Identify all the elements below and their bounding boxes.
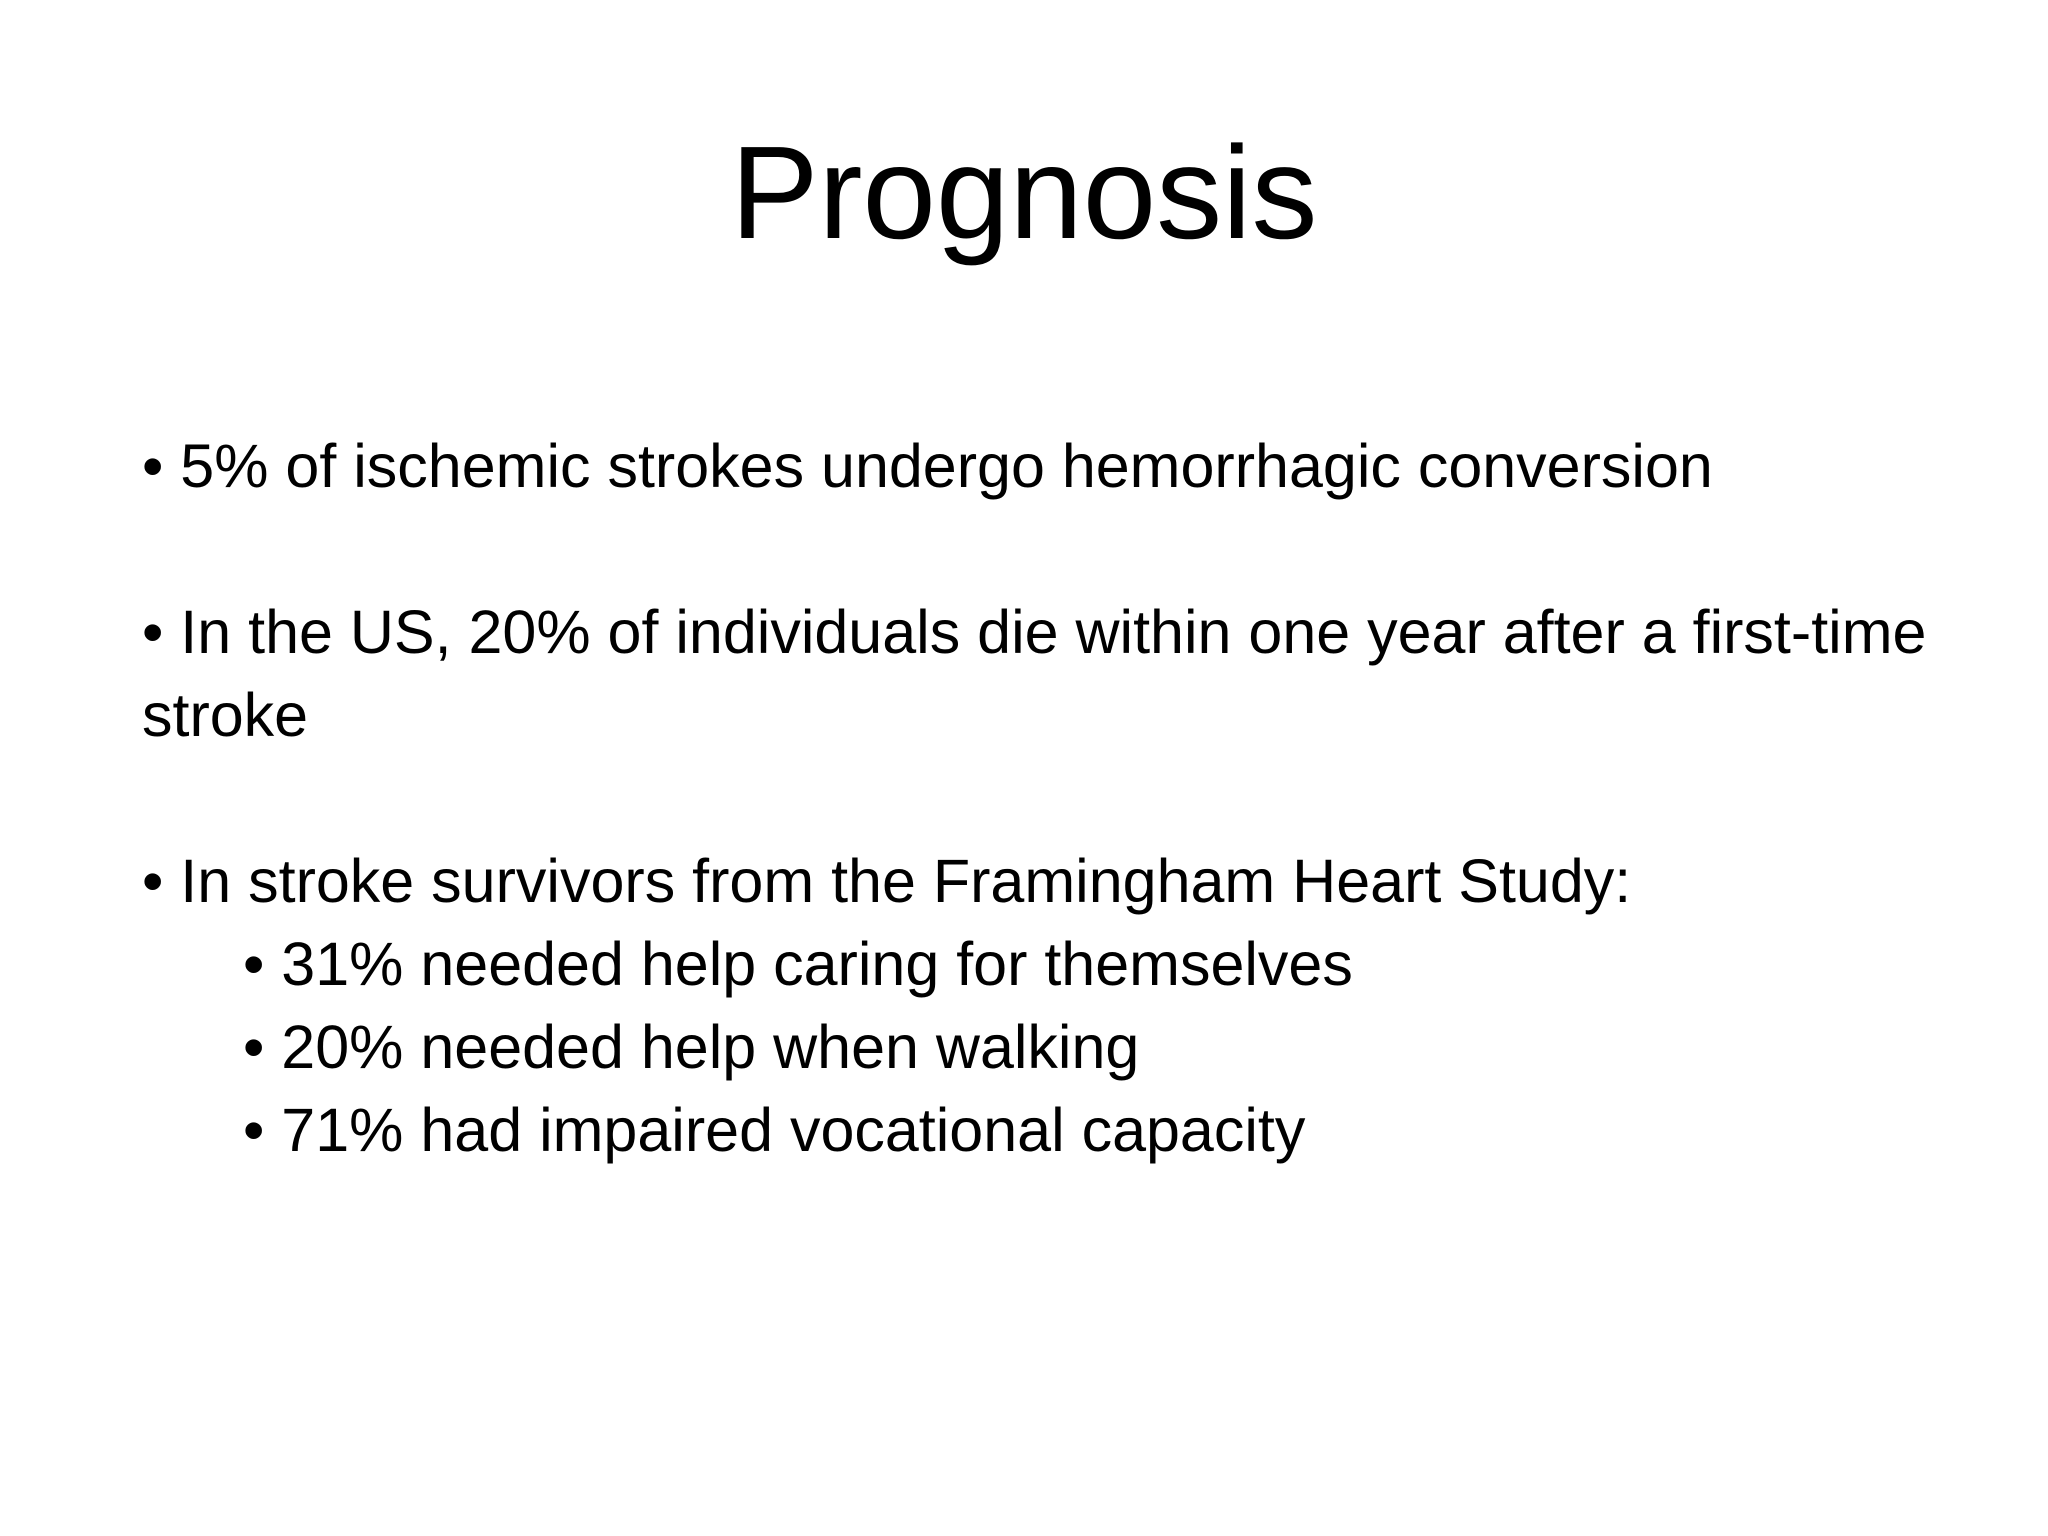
spacer (142, 757, 1942, 840)
bullet-hemorrhagic-conversion: • 5% of ischemic strokes undergo hemorrhagic conversion (142, 432, 1713, 500)
spacer (142, 508, 1942, 591)
sub-bullet-walking: • 20% needed help when walking (243, 1013, 1140, 1081)
sub-bullet-self-care: • 31% needed help caring for themselves (243, 930, 1353, 998)
slide-body (142, 425, 1942, 1172)
sub-bullet-vocational: • 71% had impaired vocational capacity (243, 1096, 1306, 1164)
bullet-framingham: • In stroke survivors from the Framingham Heart Study: (142, 847, 1632, 915)
slide-title: Prognosis (730, 119, 1318, 266)
bullet-us-mortality: • In the US, 20% of individuals die within one year after a first-time stroke (142, 598, 1927, 749)
